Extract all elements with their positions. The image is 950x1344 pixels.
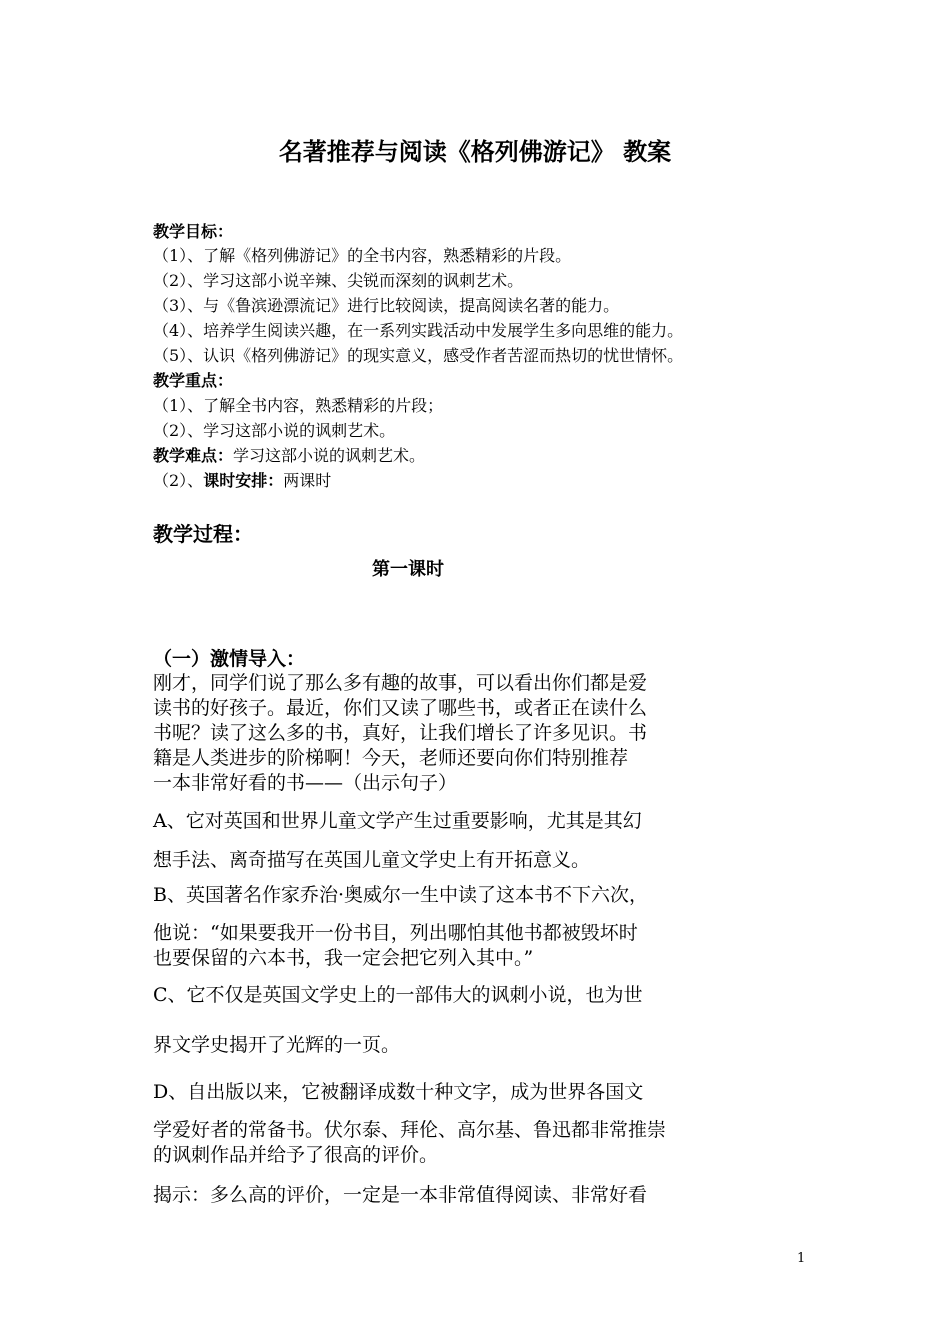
quote-line: B、英国著名作家乔治·奥威尔一生中读了这本书不下六次， (153, 884, 649, 906)
difficulty-line (153, 446, 425, 466)
intro-line: 读书的好孩子。最近，你们又读了哪些书，或者正在读什么 (153, 697, 648, 719)
lesson-heading: 第一课时 (372, 559, 444, 580)
quote-line: 他说：“如果要我开一份书目，列出哪怕其他书都被毁坏时 (153, 922, 638, 944)
quote-line: 学爱好者的常备书。伏尔泰、拜伦、高尔基、鲁迅都非常推崇 (153, 1119, 667, 1141)
document-title: 名著推荐与阅读《格列佛游记》 教案 (278, 138, 672, 166)
key-points-heading: 教学重点： (153, 371, 234, 390)
intro-line: 籍是人类进步的阶梯啊！今天，老师还要向你们特别推荐 (153, 747, 629, 769)
intro-heading: （一）激情导入： (153, 648, 306, 670)
quote-line: C、它不仅是英国文学史上的一部伟大的讽刺小说，也为世 (153, 984, 643, 1006)
page-number: 1 (797, 1251, 806, 1266)
objective-item: （5）、认识《格列佛游记》的现实意义，感受作者苦涩而热切的忧世情怀。 (153, 346, 684, 365)
difficulty-label: 教学难点： (153, 446, 234, 465)
quote-line: 的讽刺作品并给予了很高的评价。 (153, 1144, 439, 1166)
objective-item: （4）、培养学生阅读兴趣，在一系列实践活动中发展学生多向思维的能力。 (153, 321, 684, 340)
intro-line: 刚才，同学们说了那么多有趣的故事，可以看出你们都是爱 (153, 672, 648, 694)
schedule-line (153, 471, 331, 491)
quote-line: 也要保留的六本书，我一定会把它列入其中。” (153, 947, 534, 969)
schedule-label: 课时安排： (203, 471, 284, 490)
schedule-text: 两课时 (283, 471, 332, 490)
intro-line: 一本非常好看的书——（出示句子） (153, 772, 458, 794)
quote-line: 界文学史揭开了光辉的一页。 (153, 1034, 401, 1056)
schedule-prefix: （2）、 (153, 471, 204, 490)
quote-line: A、它对英国和世界儿童文学产生过重要影响，尤其是其幻 (153, 810, 642, 832)
objective-item: （2）、学习这部小说辛辣、尖锐而深刻的讽刺艺术。 (153, 271, 524, 290)
difficulty-text: 学习这部小说的讽刺艺术。 (233, 446, 426, 465)
intro-line: 书呢？读了这么多的书，真好，让我们增长了许多见识。书 (153, 722, 648, 744)
objective-item: （1）、了解《格列佛游记》的全书内容，熟悉精彩的片段。 (153, 246, 572, 265)
quote-line: 想手法、离奇描写在英国儿童文学史上有开拓意义。 (153, 849, 591, 871)
process-heading: 教学过程： (153, 522, 253, 546)
objective-item: （3）、与《鲁滨逊漂流记》进行比较阅读，提高阅读名著的能力。 (153, 296, 620, 315)
objectives-heading: 教学目标： (153, 222, 234, 241)
quote-line: 揭示：多么高的评价，一定是一本非常值得阅读、非常好看 (153, 1184, 648, 1206)
key-point-item: （2）、学习这部小说的讽刺艺术。 (153, 421, 396, 440)
key-point-item: （1）、了解全书内容，熟悉精彩的片段； (153, 396, 444, 415)
quote-line: D、自出版以来，它被翻译成数十种文字，成为世界各国文 (153, 1081, 644, 1103)
